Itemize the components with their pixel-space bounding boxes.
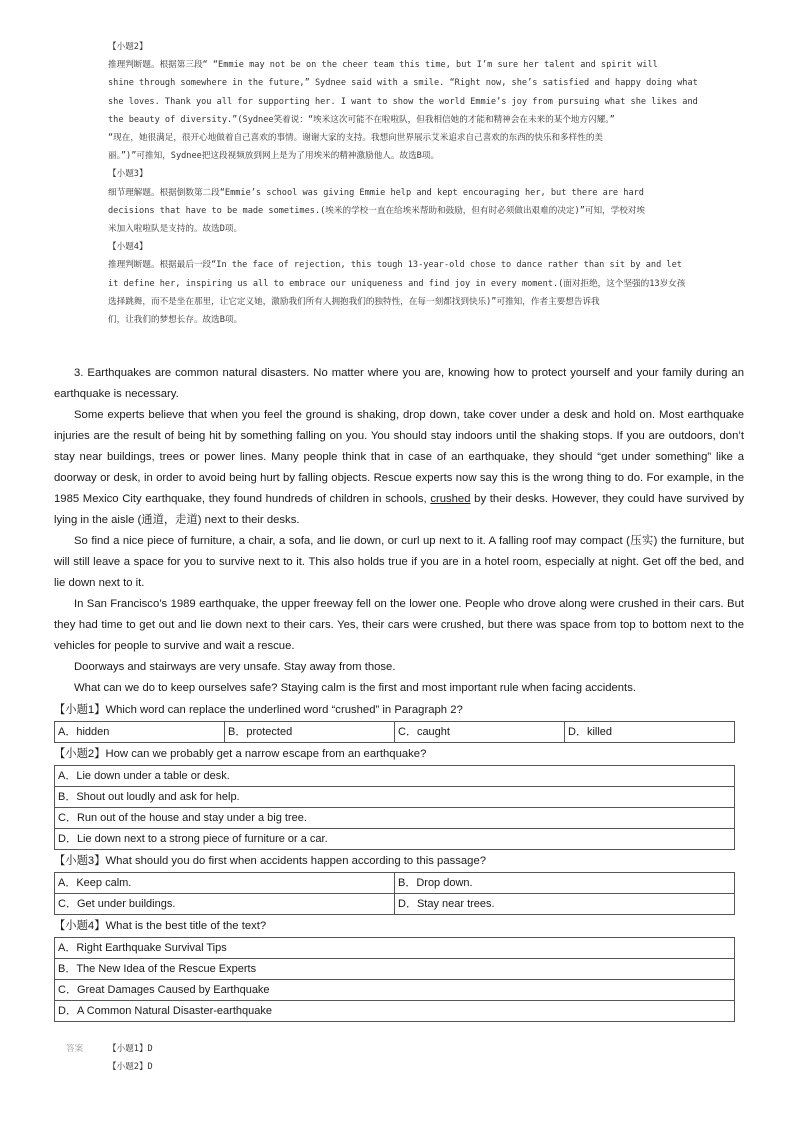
question-title: 【小题1】Which word can replace the underlined word “crushed” in Paragraph 2?	[54, 704, 463, 716]
options-table	[54, 721, 735, 743]
answer-key	[66, 1040, 153, 1076]
option-d[interactable]: D．killed	[565, 722, 735, 743]
question-title: 【小题3】What should you do first when accidents happen according to this passage?	[54, 855, 487, 867]
passage-paragraph-3: So find a nice piece of furniture, a chair, a sofa, and lie down, or curl up next to it. A falling roof may compact (压实) the furniture, but will still leave a space for you to survive next to it. This also holds true if you are in a hotel room, especially at night. Get off the bed, and lie down next to it.	[54, 535, 744, 589]
answer-1: 【小题1】D	[108, 1044, 153, 1054]
question-title: 【小题4】What is the best title of the text?	[54, 920, 267, 932]
analysis-line: 选择跳舞，而不是坐在那里，让它定义她，激励我们所有人拥抱我们的独特性，在每一刻都找到快乐)”可推知，作者主要想告诉我	[108, 296, 600, 307]
option-c[interactable]: C．Great Damages Caused by Earthquake	[55, 980, 735, 1001]
analysis-line: the beauty of diversity.”(Sydnee笑着说：“埃米这次可能不在啦啦队，但我相信她的才能和精神会在未来的某个地方闪耀。”	[108, 114, 615, 125]
options-table	[54, 765, 735, 850]
analysis-line: decisions that have to be made sometimes.(埃米的学校一直在给埃米帮助和鼓励，但有时必须做出艰难的决定)”可知，学校对埃	[108, 205, 646, 216]
analysis-line: she loves. Thank you all for supporting her. I want to show the world Emmie’s joy from pursuing what she likes and	[108, 96, 698, 107]
option-a[interactable]: A．Right Earthquake Survival Tips	[55, 938, 735, 959]
previous-analysis	[108, 38, 738, 329]
option-b[interactable]: B．The New Idea of the Rescue Experts	[55, 959, 735, 980]
answer-label: 答案	[66, 1044, 84, 1054]
analysis-q2-tag: 【小题2】	[108, 42, 148, 52]
question-1	[54, 699, 744, 743]
option-b[interactable]: B．Shout out loudly and ask for help.	[55, 787, 735, 808]
analysis-line: 们，让我们的梦想长存。故选B项。	[108, 315, 243, 326]
options-table	[54, 937, 735, 1022]
option-d[interactable]: D．A Common Natural Disaster-earthquake	[55, 1001, 735, 1022]
analysis-line: 丽。”)”可推知，Sydnee把这段视频放到网上是为了用埃米的精神激励他人。故选B项。	[108, 151, 440, 162]
option-b[interactable]: B．Drop down.	[395, 873, 735, 894]
option-d[interactable]: D．Lie down next to a strong piece of furniture or a car.	[55, 829, 735, 850]
option-a[interactable]: A．Keep calm.	[55, 873, 395, 894]
analysis-q3-tag: 【小题3】	[108, 169, 148, 180]
analysis-line: 米加入啦啦队是支持的。故选D项。	[108, 224, 243, 235]
analysis-line: shine through somewhere in the future,” Sydnee said with a smile. “Right now, she’s satisfied and happy doing what	[108, 78, 698, 89]
option-a[interactable]: A．hidden	[55, 722, 225, 743]
question-3	[54, 850, 744, 915]
answer-2: 【小题2】D	[108, 1062, 153, 1072]
answer-row	[66, 1058, 153, 1076]
analysis-q4-tag: 【小题4】	[108, 242, 148, 253]
passage-paragraph-2	[54, 405, 744, 531]
analysis-line: 推理判断题。根据最后一段“In the face of rejection, this tough 13-year-old chose to dance rather than sit by and let	[108, 260, 682, 271]
question-4	[54, 915, 744, 1022]
option-d[interactable]: D．Stay near trees.	[395, 894, 735, 915]
question-2	[54, 743, 744, 850]
passage-paragraph-6: What can we do to keep ourselves safe? Staying calm is the first and most important rule when facing accidents.	[74, 682, 636, 694]
passage-paragraph-5: Doorways and stairways are very unsafe. Stay away from those.	[74, 661, 396, 673]
option-c[interactable]: C．caught	[395, 722, 565, 743]
option-c[interactable]: C．Get under buildings.	[55, 894, 395, 915]
passage-paragraph-4: In San Francisco’s 1989 earthquake, the upper freeway fell on the lower one. People who drove along were crushed in their cars. But they had time to get out and lie down next to their cars. Yes, their cars were crushed, but there was space from top to bottom next to the vehicles for people to survive and wait a rescue.	[54, 598, 744, 652]
underlined-word: crushed	[430, 493, 471, 505]
question-title: 【小题2】How can we probably get a narrow escape from an earthquake?	[54, 748, 427, 760]
analysis-line: 细节理解题。根据倒数第二段“Emmie’s school was giving Emmie help and kept encouraging her, but there are hard	[108, 187, 644, 198]
option-c[interactable]: C．Run out of the house and stay under a big tree.	[55, 808, 735, 829]
p2-text-after: by their desks. However, they could have survived by lying in the aisle (通道，走道) next to their desks.	[54, 493, 745, 526]
options-table	[54, 872, 735, 915]
analysis-line: 推理判断题。根据第三段“ “Emmie may not be on the cheer team this time, but I’m sure her talent and spirit will	[108, 60, 658, 71]
option-a[interactable]: A．Lie down under a table or desk.	[55, 766, 735, 787]
answer-row	[66, 1040, 153, 1058]
passage-paragraph-1: 3. Earthquakes are common natural disasters. No matter where you are, knowing how to protect yourself and your family during an earthquake is necessary.	[54, 367, 744, 400]
option-b[interactable]: B．protected	[225, 722, 395, 743]
analysis-line: it define her, inspiring us all to embrace our uniqueness and find joy in every moment.(面对拒绝，这个坚强的13岁女孩	[108, 278, 686, 289]
p2-text-before: Some experts believe that when you feel the ground is shaking, drop down, take cover under a desk and hold on. Most earthquake injuries are the result of being hit by something falling on you. You should stay indoors until the shaking stops. If you are outdoors, don’t stay near buildings, trees or power lines. Many people think that in case of an earthquake, they should “get under something” like a doorway or desk, in order to avoid being hurt by falling objects. Rescue experts now say this is the wrong thing to do. For example, in the 1985 Mexico City earthquake, they found hundreds of children in schools,	[54, 409, 744, 505]
reading-passage	[54, 363, 744, 1022]
analysis-line: “现在，她很满足，很开心地做着自己喜欢的事情。谢谢大家的支持。我想向世界展示艾米追求自己喜欢的东西的快乐和多样性的美	[108, 133, 604, 144]
